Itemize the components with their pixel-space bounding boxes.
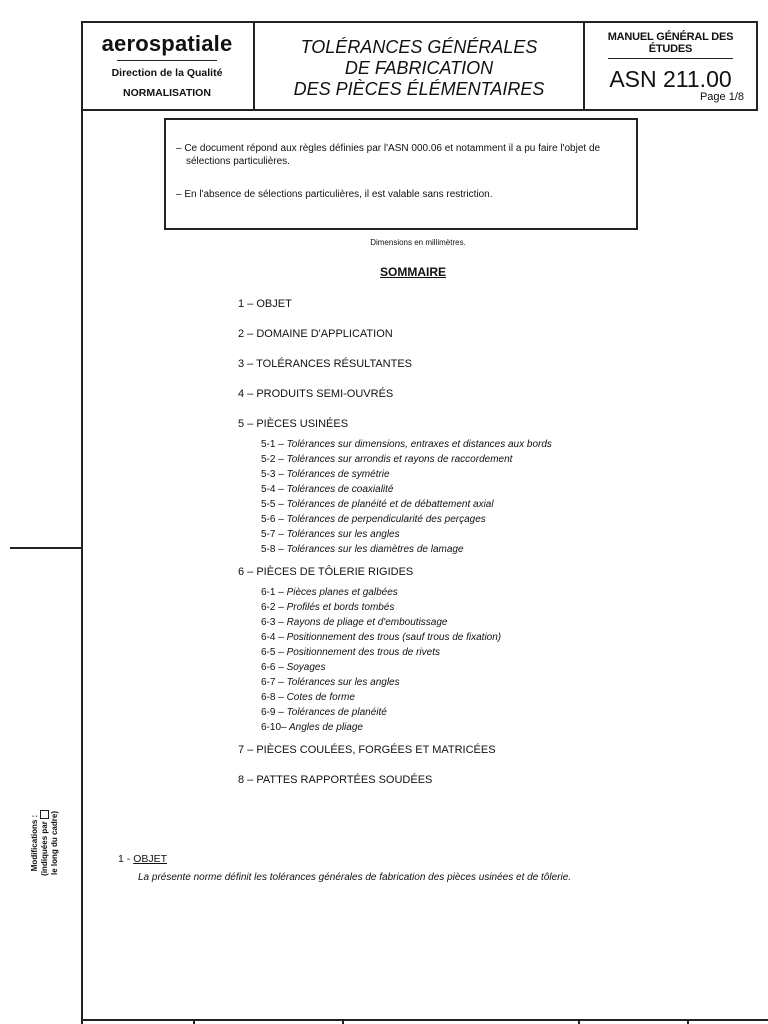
toc-section [238,387,638,402]
toc-subitem-text: Tolérances sur arrondis et rayons de raccordement [286,454,513,465]
toc-subitem-number: 6-5 – [261,647,284,658]
modifications-note [30,788,84,898]
title-line: TOLÉRANCES GÉNÉRALES [300,37,538,57]
toc-subitem-number: 5-7 – [261,529,284,540]
toc-section [238,417,638,557]
frame-margin-mark [10,547,82,549]
brand-rule [117,60,217,61]
toc-item: 4 – PRODUITS SEMI-OUVRÉS [238,388,394,400]
title-line: DES PIÈCES ÉLÉMENTAIRES [293,79,545,99]
toc-subitem-text: Angles de pliage [289,722,363,733]
toc-subitem-text: Rayons de pliage et d'emboutissage [286,617,448,628]
toc-subitem [238,482,638,497]
toc-subitem-number: 6-1 – [261,587,284,598]
toc-subitem-number: 6-10– [261,722,287,733]
document-header [81,21,758,111]
toc-subitem-number: 6-7 – [261,677,284,688]
toc-subitem-text: Tolérances sur les angles [286,677,400,688]
toc-subitem-number: 5-3 – [261,469,284,480]
toc-subitem [238,675,638,690]
toc-subitem-text: Tolérances sur les angles [286,529,400,540]
toc-subitem-number: 5-1 – [261,439,284,450]
toc-subitem-number: 6-9 – [261,707,284,718]
toc-subitem [238,585,638,600]
direction-label: Direction de la Qualité [111,67,223,79]
section-title: OBJET [133,853,168,865]
header-organization [81,23,255,109]
toc-section [238,773,638,788]
toc-subitems [238,585,638,735]
toc-section [238,327,638,342]
frame-bottom-tick [687,1019,689,1024]
toc-subitem-text: Tolérances de coaxialité [286,484,394,495]
document-title [255,23,585,109]
toc-subitem-number: 6-2 – [261,602,284,613]
toc-subitem-text: Tolérances de symétrie [286,469,390,480]
toc-subitem-number: 5-5 – [261,499,284,510]
modifications-line: Modifications : [30,814,39,872]
modifications-line: le long du cadre) [50,811,59,876]
table-of-contents [238,297,638,803]
frame-bottom-tick [578,1019,580,1024]
toc-section [238,357,638,372]
toc-subitem-number: 6-4 – [261,632,284,643]
toc-subitem-number: 5-2 – [261,454,284,465]
toc-item: 7 – PIÈCES COULÉES, FORGÉES ET MATRICÉES [238,744,496,756]
toc-subitem [238,527,638,542]
toc-item: 3 – TOLÉRANCES RÉSULTANTES [238,358,413,370]
toc-item: 5 – PIÈCES USINÉES [238,418,349,430]
note-text: – Ce document répond aux règles définies par l'ASN 000.06 et notamment il a pu faire l'objet de sélections particulières. [176,143,601,167]
toc-subitem [238,497,638,512]
page-number: Page 1/8 [699,91,744,103]
toc-subitem [238,630,638,645]
notes-box [164,118,638,230]
section-objet-heading [118,853,167,865]
toc-subitem-text: Positionnement des trous (sauf trous de fixation) [286,632,502,643]
toc-subitem-text: Tolérances de perpendicularité des perçages [286,514,486,525]
toc-item: 1 – OBJET [238,298,292,310]
title-line: DE FABRICATION [344,58,494,78]
header-reference [585,23,756,109]
toc-subitems [238,437,638,557]
toc-subitem-text: Pièces planes et galbées [286,587,398,598]
document-code: ASN 211.00 [609,66,732,92]
modifications-line-text: (indiquées par [40,821,49,876]
note-text: – En l'absence de sélections particulières, il est valable sans restriction. [176,189,493,200]
marker-box-icon [40,810,49,819]
toc-subitem-text: Tolérances sur les diamètres de lamage [286,544,464,555]
toc-subitem [238,645,638,660]
toc-subitem-number: 6-3 – [261,617,284,628]
toc-subitem-text: Profilés et bords tombés [286,602,395,613]
toc-subitem [238,615,638,630]
toc-item: 8 – PATTES RAPPORTÉES SOUDÉES [238,774,433,786]
toc-subitem-text: Positionnement des trous de rivets [286,647,440,658]
toc-item: 6 – PIÈCES DE TÔLERIE RIGIDES [238,566,414,578]
modifications-line [40,788,50,898]
toc-subitem [238,452,638,467]
toc-subitem [238,437,638,452]
toc-subitem [238,467,638,482]
toc-subitem [238,542,638,557]
toc-item: 2 – DOMAINE D'APPLICATION [238,328,393,340]
toc-section [238,743,638,758]
normalisation-label: NORMALISATION [123,87,211,99]
toc-subitem-text: Tolérances de planéité et de débattement axial [286,499,494,510]
toc-subitem-number: 6-8 – [261,692,284,703]
toc-subitem-text: Soyages [286,662,326,673]
toc-subitem-text: Tolérances de planéité [286,707,387,718]
toc-subitem-number: 6-6 – [261,662,284,673]
toc-subitem [238,705,638,720]
frame-bottom-tick [342,1019,344,1024]
toc-subitem-number: 5-8 – [261,544,284,555]
toc-subitem-number: 5-6 – [261,514,284,525]
toc-section [238,297,638,312]
toc-subitem-text: Cotes de forme [286,692,355,703]
section-objet-text: La présente norme définit les tolérances générales de fabrication des pièces usinées et de tôlerie. [138,872,572,883]
brand-logo-text: aerospatiale [101,31,233,56]
frame-bottom-tick [193,1019,195,1024]
manual-label: MANUEL GÉNÉRAL DES ÉTUDES [607,31,734,55]
toc-subitem [238,720,638,735]
manual-rule [608,58,733,59]
toc-subitem-text: Tolérances sur dimensions, entraxes et distances aux bords [286,439,552,450]
sommaire-title: SOMMAIRE [380,265,446,279]
toc-subitem [238,660,638,675]
toc-subitem-number: 5-4 – [261,484,284,495]
toc-section [238,565,638,735]
toc-subitem [238,512,638,527]
frame-bottom-border [81,1019,768,1021]
section-number: 1 - [118,853,131,865]
toc-subitem [238,600,638,615]
dimensions-note: Dimensions en millimètres. [370,238,466,247]
toc-subitem [238,690,638,705]
